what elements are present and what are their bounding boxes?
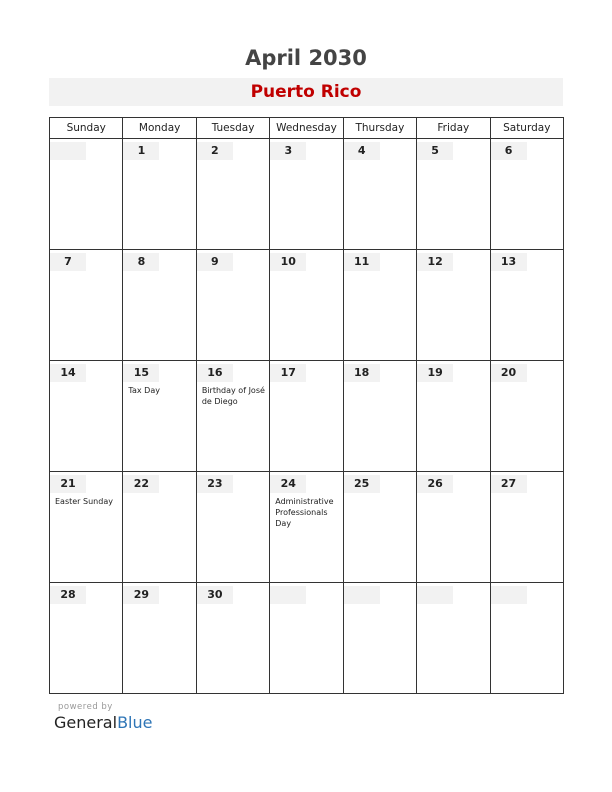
day-cell[interactable]	[490, 583, 563, 694]
day-cell[interactable]	[343, 472, 416, 583]
day-cell[interactable]	[270, 250, 343, 361]
day-cell[interactable]	[417, 361, 490, 472]
holiday-label: Easter Sunday	[55, 497, 113, 506]
day-cell[interactable]	[196, 583, 269, 694]
weekday-saturday: Saturday	[490, 118, 563, 139]
day-cell[interactable]	[50, 250, 123, 361]
holiday-label: Administrative Professionals Day	[275, 497, 334, 528]
day-cell[interactable]	[417, 472, 490, 583]
day-number: 11	[344, 253, 380, 271]
day-cell[interactable]	[417, 583, 490, 694]
week-row	[50, 139, 564, 250]
day-number: 24	[270, 475, 306, 493]
weekday-thursday: Thursday	[343, 118, 416, 139]
day-number: 28	[50, 586, 86, 604]
week-row	[50, 472, 564, 583]
weekday-monday: Monday	[123, 118, 196, 139]
day-number: 14	[50, 364, 86, 382]
day-cell[interactable]	[490, 472, 563, 583]
day-number: 6	[491, 142, 527, 160]
day-cell[interactable]	[123, 583, 196, 694]
day-cell[interactable]	[270, 583, 343, 694]
calendar-title: April 2030	[245, 46, 367, 70]
day-cell[interactable]	[343, 139, 416, 250]
day-number: 12	[417, 253, 453, 271]
weekday-tuesday: Tuesday	[196, 118, 269, 139]
weekday-header-row	[50, 118, 564, 139]
day-cell[interactable]	[343, 361, 416, 472]
day-number: 3	[270, 142, 306, 160]
calendar-grid	[49, 117, 564, 694]
day-number	[50, 142, 86, 160]
weekday-friday: Friday	[417, 118, 490, 139]
day-number: 16	[197, 364, 233, 382]
country-name: Puerto Rico	[250, 82, 362, 102]
day-number: 22	[123, 475, 159, 493]
day-number	[344, 586, 380, 604]
day-cell[interactable]	[123, 139, 196, 250]
day-cell[interactable]	[490, 139, 563, 250]
day-number: 7	[50, 253, 86, 271]
holiday-label: Tax Day	[128, 386, 160, 395]
day-cell[interactable]	[490, 250, 563, 361]
day-number: 8	[123, 253, 159, 271]
day-cell[interactable]	[196, 472, 269, 583]
day-cell[interactable]	[417, 250, 490, 361]
day-cell[interactable]	[50, 361, 123, 472]
day-number: 21	[50, 475, 86, 493]
day-number: 15	[123, 364, 159, 382]
day-cell[interactable]	[50, 583, 123, 694]
day-cell[interactable]	[196, 139, 269, 250]
weekday-sunday: Sunday	[50, 118, 123, 139]
day-number: 19	[417, 364, 453, 382]
day-number: 5	[417, 142, 453, 160]
week-row	[50, 250, 564, 361]
day-number	[491, 586, 527, 604]
day-cell[interactable]	[123, 250, 196, 361]
brand-blue: Blue	[117, 713, 153, 732]
day-number: 25	[344, 475, 380, 493]
day-cell[interactable]	[343, 250, 416, 361]
day-cell[interactable]	[343, 583, 416, 694]
day-number: 29	[123, 586, 159, 604]
day-number: 26	[417, 475, 453, 493]
day-number: 10	[270, 253, 306, 271]
day-cell[interactable]	[123, 472, 196, 583]
day-cell[interactable]	[50, 139, 123, 250]
day-cell[interactable]	[50, 472, 123, 583]
day-number: 20	[491, 364, 527, 382]
day-number	[417, 586, 453, 604]
holiday-label: Birthday of José de Diego	[201, 386, 265, 406]
powered-by-label: powered by	[58, 702, 113, 712]
day-cell[interactable]	[270, 139, 343, 250]
week-row	[50, 361, 564, 472]
day-number: 23	[197, 475, 233, 493]
day-number: 2	[197, 142, 233, 160]
day-cell[interactable]	[270, 472, 343, 583]
day-cell[interactable]	[196, 250, 269, 361]
generalblue-logo[interactable]	[54, 713, 152, 732]
day-number: 27	[491, 475, 527, 493]
day-cell[interactable]	[490, 361, 563, 472]
day-number: 9	[197, 253, 233, 271]
day-number: 17	[270, 364, 306, 382]
day-cell[interactable]	[123, 361, 196, 472]
day-number: 1	[123, 142, 159, 160]
day-number: 30	[197, 586, 233, 604]
week-row	[50, 583, 564, 694]
day-cell[interactable]	[196, 361, 269, 472]
day-cell[interactable]	[270, 361, 343, 472]
day-number: 4	[344, 142, 380, 160]
day-number: 18	[344, 364, 380, 382]
day-cell[interactable]	[417, 139, 490, 250]
day-number: 13	[491, 253, 527, 271]
day-number	[270, 586, 306, 604]
weekday-wednesday: Wednesday	[270, 118, 343, 139]
brand-general: General	[54, 713, 118, 732]
